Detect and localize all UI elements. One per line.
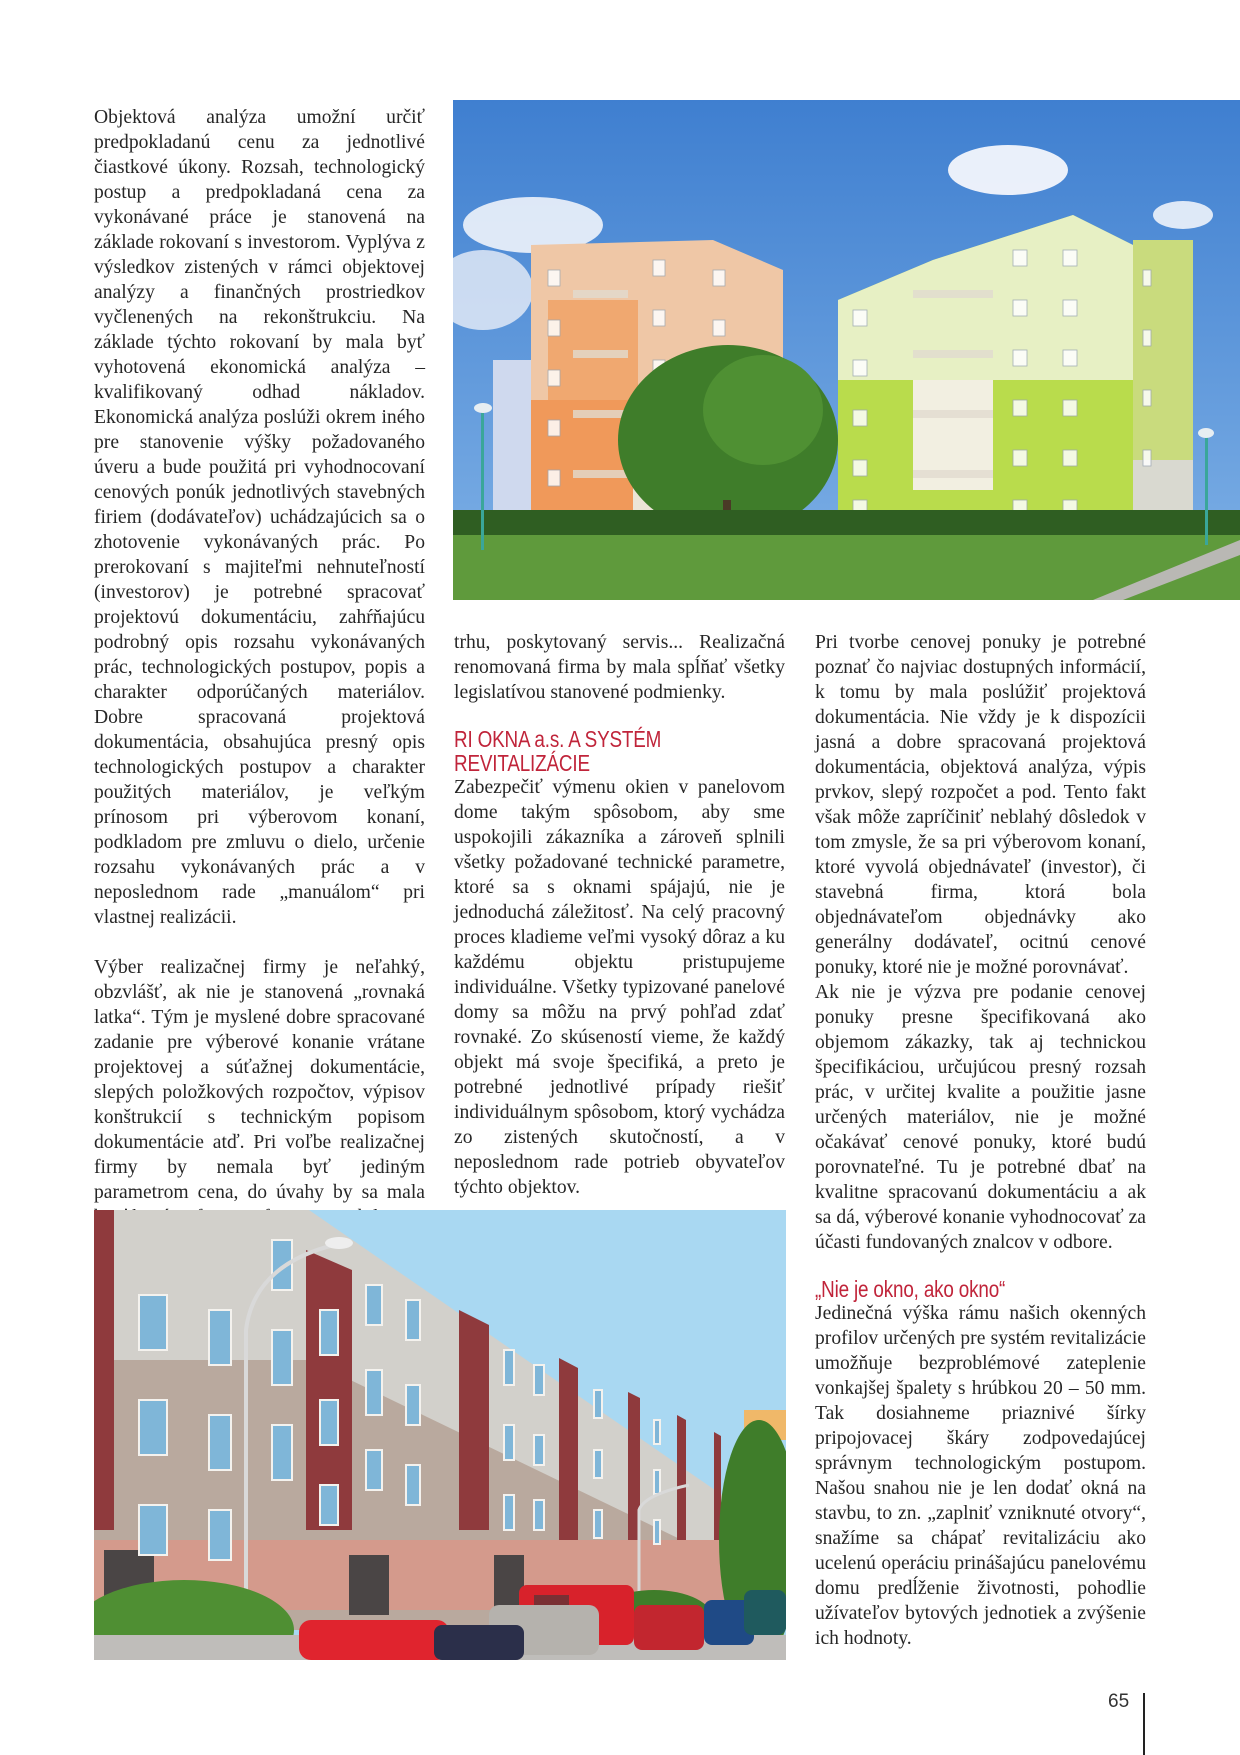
text-column-3	[815, 630, 1146, 1651]
subsection-heading: „Nie je okno, ako okno“	[815, 1276, 1006, 1302]
panel-building-illustration	[94, 1210, 786, 1660]
body-paragraph: Ak nie je výzva pre podanie cenovej ponuky presne špecifikovaná ako objemom zákazky, tak aj technickou špecifikáciou, určujúcou presný rozsah prác, v určitej kvalite a použitie jasne určených materiálov, nie je možné očakávať cenové ponuky, ktoré budú porovnateľné. Tu je potrebné dbať na kvalitne spracovanú dokumentáciu a ak sa dá, výberové konanie vyhodnocovať za účasti fundovaných znalcov v odbore.	[815, 982, 1146, 1253]
body-paragraph: Objektová analýza umožní určiť predpokladanú cenu za jednotlivé čiastkové úkony. Rozsah, technologický postup a predpokladaná cena za vykonávané práce je stanovená na základe rokovaní s investorom. Vyplýva z výsledkov zistených v rámci objektovej analýzy a finančných prostriedkov vyčlenených na rekonštrukciu. Na základe týchto rokovaní by mala byť vyhotovená ekonomická analýza – kvalifikovaný odhad nákladov. Ekonomická analýza poslúži okrem iného pre stanovenie výšky požadovaného úveru a bude použitá pri vyhodnocovaní cenových ponúk jednotlivých stavebných firiem (dodávateľov) uchádzajúcich sa o zhotovenie vykonávaných prác. Po prerokovaní s majiteľmi nehnuteľností (investorov) je potrebné spracovať projektovú dokumentáciu, zahŕňajúcu podrobný opis rozsahu vykonávaných prác, technologických postupov, popis a charakter odporúčaných materiálov. Dobre spracovaná projektová dokumentácia, obsahujúca presný opis technologických postupov a charakter použitých materiálov, je veľkým prínosom pri výberovom konaní, podkladom pre zmluvu o dielo, určenie rozsahu vykonávaných prác a v neposlednom rade „manuálom“ pri vlastnej realizácii.	[94, 107, 425, 928]
body-paragraph: Pri tvorbe cenovej ponuky je potrebné poznať čo najviac dostupných informácií, k tomu by mala poslúžiť projektová dokumentácia. Nie vždy je k dispozícii jasná a dobre spracovaná projektová dokumentácia, objektová analýza, výpis prvkov, slepý rozpočet a pod. Tento fakt však môže zapríčiniť neblahý dôsledok v tom zmysle, že sa pri výberovom konaní, ktoré vyvolá objednávateľ (investor), či stavebná firma, ktorá bola objednávateľom objednávky ako generálny dodávateľ, ocitnú cenové ponuky, ktoré nie je možné porovnávať.	[815, 632, 1146, 978]
section-heading-line-1: RI OKNA a.s. A SYSTÉM	[454, 726, 662, 752]
page-number-rule	[1143, 1693, 1145, 1755]
text-column-1	[94, 105, 425, 1230]
body-paragraph: Zabezpečiť výmenu okien v panelovom dome takým spôsobom, aby sme uspokojili zákazníka a zároveň splnili všetky požadované technické parametre, ktoré sa s oknami spájajú, nie je jednoduchá záležitosť. Na celý pracovný proces kladieme veľmi vysoký dôraz a ku každému objektu pristupujeme individuálne. Všetky typizované panelové domy sa môžu na prvý pohľad zdať rovnaké. Zo skúseností vieme, že každý objekt má svoje špecifiká, a preto je potrebné jednotlivé prípady riešiť individuálnym spôsobom, ktorý vychádza zo zistených skutočností, a v neposlednom rade potrieb obyvateľov týchto objektov.	[454, 777, 785, 1198]
body-paragraph: Jedinečná výška rámu našich okenných profilov určených pre systém revitalizácie umožňuje bezproblémové zateplenie vonkajšej špalety s hrúbkou 20 – 50 mm. Tak dosiahneme priaznivé šírky pripojovacej škáry zodpovedajúcej správnym technologickým postupom. Našou snahou nie je len dodať okná na stavbu, to zn. „zaplniť vzniknuté otvory“, snažíme sa chápať revitalizáciu ako ucelenú operáciu prinášajúcu panelovému domu predĺženie životnosti, pohodlie užívateľov bytových jednotiek a zvýšenie ich hodnoty.	[815, 1303, 1146, 1649]
page-number: 65	[1108, 1691, 1130, 1712]
body-paragraph: trhu, poskytovaný servis... Realizačná renomovaná firma by mala spĺňať všetky legislatívou stanovené podmienky.	[454, 632, 785, 703]
photo-panel-building-with-cars	[94, 1210, 786, 1660]
section-heading-line-2: REVITALIZÁCIE	[454, 750, 590, 776]
body-paragraph: Výber realizačnej firmy je neľahký, obzvlášť, ak nie je stanovená „rovnaká latka“. Tým je myslené dobre spracované zadanie pre výberové konanie vrátane projektovej a súťažnej dokumentácie, slepých položkových rozpočtov, výpisov konštrukcií s technickým popisom dokumentácie atď. Pri voľbe realizačnej firmy by nemala byť jediným parametrom cena, do úvahy by sa mala	[94, 957, 425, 1203]
photo-highrise-building	[453, 100, 1240, 600]
highrise-illustration	[453, 100, 1240, 600]
text-column-2	[454, 630, 785, 1200]
